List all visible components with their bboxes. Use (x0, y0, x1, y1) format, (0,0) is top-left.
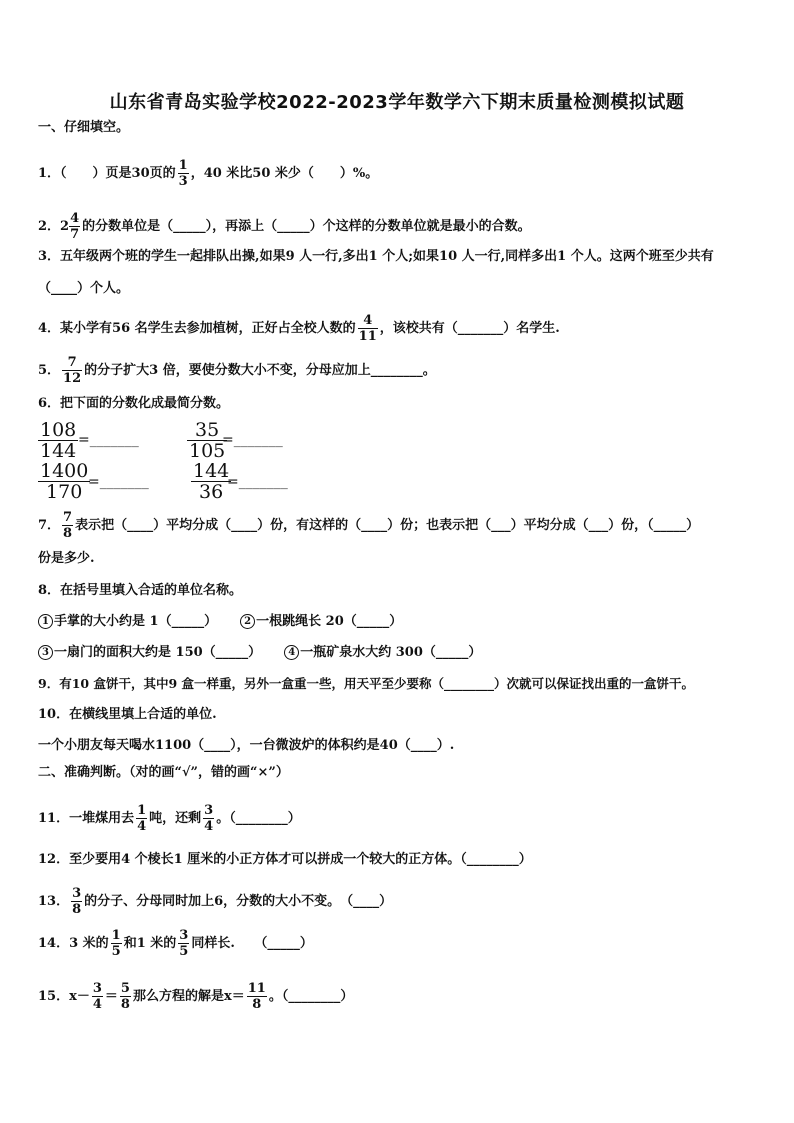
fraction: $\frac{1}{4}$ (137, 803, 147, 834)
question-3-line-1: 3．五年级两个班的学生一起排队出操,如果9 人一行,多出1 个人;如果10 人一行,同样多出1 个人。这两个班至少共有 (38, 249, 714, 264)
q13-text-a: 13． (38, 894, 70, 909)
q6-answer-1: =_______ (78, 432, 139, 448)
page-title: 山东省青岛实验学校2022-2023学年数学六下期末质量检测模拟试题 (109, 92, 685, 113)
circled-number-1: 1 (38, 614, 53, 629)
q2-text-a: 2．2 (38, 219, 70, 234)
q7-text-b: 表示把（____）平均分成（____）份，有这样的（____）份；也表示把（___）平均分成（___）份，（_____） (75, 518, 700, 533)
question-8: 8．在括号里填入合适的单位名称。 (38, 583, 243, 598)
fraction: $\frac{7}{8}$ (63, 510, 73, 541)
question-14 (38, 928, 758, 959)
question-3-line-2: （____）个人。 (38, 281, 130, 296)
question-13 (38, 886, 758, 917)
fraction: $\frac{3}{8}$ (72, 886, 82, 917)
q11-text-a: 11．一堆煤用去 (38, 811, 135, 826)
question-4 (38, 313, 758, 344)
q14-text-a: 14．3 米的 (38, 936, 109, 951)
fraction: $\frac{7}{12}$ (63, 355, 82, 386)
q6-fraction-3: 1400 170 (40, 460, 89, 503)
question-12: 12．至少要用4 个棱长1 厘米的小正方体才可以拼成一个较大的正方体。（________） (38, 852, 532, 867)
q11-text-c: 。（________） (216, 811, 301, 826)
q4-text-b: ，该校共有（_______）名学生. (379, 321, 560, 336)
q7-text-a: 7． (38, 518, 61, 533)
q6-fraction-2: 35 105 (189, 419, 226, 462)
fraction: $\frac{5}{8}$ (120, 981, 130, 1012)
fraction: $\frac{1}{5}$ (111, 928, 121, 959)
fraction: $\frac{4}{11}$ (358, 313, 377, 344)
circled-number-2: 2 (240, 614, 255, 629)
q11-text-b: 吨，还剩 (149, 811, 202, 826)
fraction: $\frac{3}{4}$ (92, 981, 102, 1012)
question-11 (38, 803, 758, 834)
q15-text-c: 那么方程的解是x＝ (132, 989, 245, 1004)
q15-text-a: 15．x－ (38, 989, 90, 1004)
q1-text-a: 1．（ ）页是30页的 (38, 166, 176, 181)
q6-fraction-1: 108 144 (40, 419, 77, 462)
q4-text-a: 4．某小学有56 名学生去参加植树，正好占全校人数的 (38, 321, 356, 336)
fraction: $\frac{1}{3}$ (178, 158, 188, 189)
question-8-row-1 (38, 612, 758, 632)
section-1-heading: 一、仔细填空。 (38, 120, 130, 135)
q6-fraction-4: 144 36 (193, 460, 230, 503)
circled-number-4: 4 (284, 645, 299, 660)
fraction: $\frac{3}{4}$ (204, 803, 214, 834)
question-5 (38, 355, 758, 386)
q15-text-b: ＝ (104, 989, 118, 1004)
question-7-line-2: 份是多少. (38, 551, 95, 566)
fraction: $\frac{11}{8}$ (247, 981, 266, 1012)
q15-text-d: 。（________） (268, 989, 354, 1004)
q14-text-b: 和1 米的 (123, 936, 177, 951)
q13-text-b: 的分子、分母同时加上6，分数的大小不变。 （____） (84, 894, 393, 909)
question-1 (38, 158, 758, 189)
q8-item-4: 一瓶矿泉水大约 300（_____） (300, 645, 482, 660)
circled-number-3: 3 (38, 645, 53, 660)
question-15 (38, 981, 758, 1012)
q8-item-2: 一根跳绳长 20（_____） (256, 614, 403, 629)
question-10: 10．在横线里填上合适的单位. (38, 707, 217, 722)
question-2 (38, 211, 758, 242)
q8-item-3: 一扇门的面积大约是 150（_____） (54, 645, 262, 660)
q14-text-c: 同样长. （_____） (191, 936, 313, 951)
fraction: $\frac{4}{7}$ (70, 211, 80, 242)
fraction: $\frac{3}{5}$ (179, 928, 189, 959)
question-7 (38, 510, 758, 541)
question-6: 6．把下面的分数化成最简分数。 (38, 396, 230, 411)
question-9: 9．有10 盒饼干，其中9 盒一样重，另外一盒重一些，用天平至少要称（________）次就可以保证找出重的一盒饼干。 (38, 676, 694, 691)
q8-item-1: 手掌的大小约是 1（_____） (54, 614, 218, 629)
q5-text-a: 5． (38, 363, 61, 378)
q1-text-b: ，40 米比50 米少（ ）%。 (190, 166, 379, 181)
q6-answer-2: =_______ (222, 432, 283, 448)
question-8-row-2 (38, 643, 758, 663)
q2-text-b: 的分数单位是（_____），再添上（_____）个这样的分数单位就是最小的合数。 (82, 219, 531, 234)
question-10-line-2: 一个小朋友每天喝水1100（____），一台微波炉的体积约是40（____）. (38, 738, 455, 753)
q6-answer-4: =_______ (227, 474, 288, 490)
section-2-heading: 二、准确判断。（对的画“√”，错的画“×”） (38, 765, 289, 780)
q6-answer-3: =_______ (88, 474, 149, 490)
q5-text-b: 的分子扩大3 倍，要使分数大小不变，分母应加上________。 (84, 363, 436, 378)
